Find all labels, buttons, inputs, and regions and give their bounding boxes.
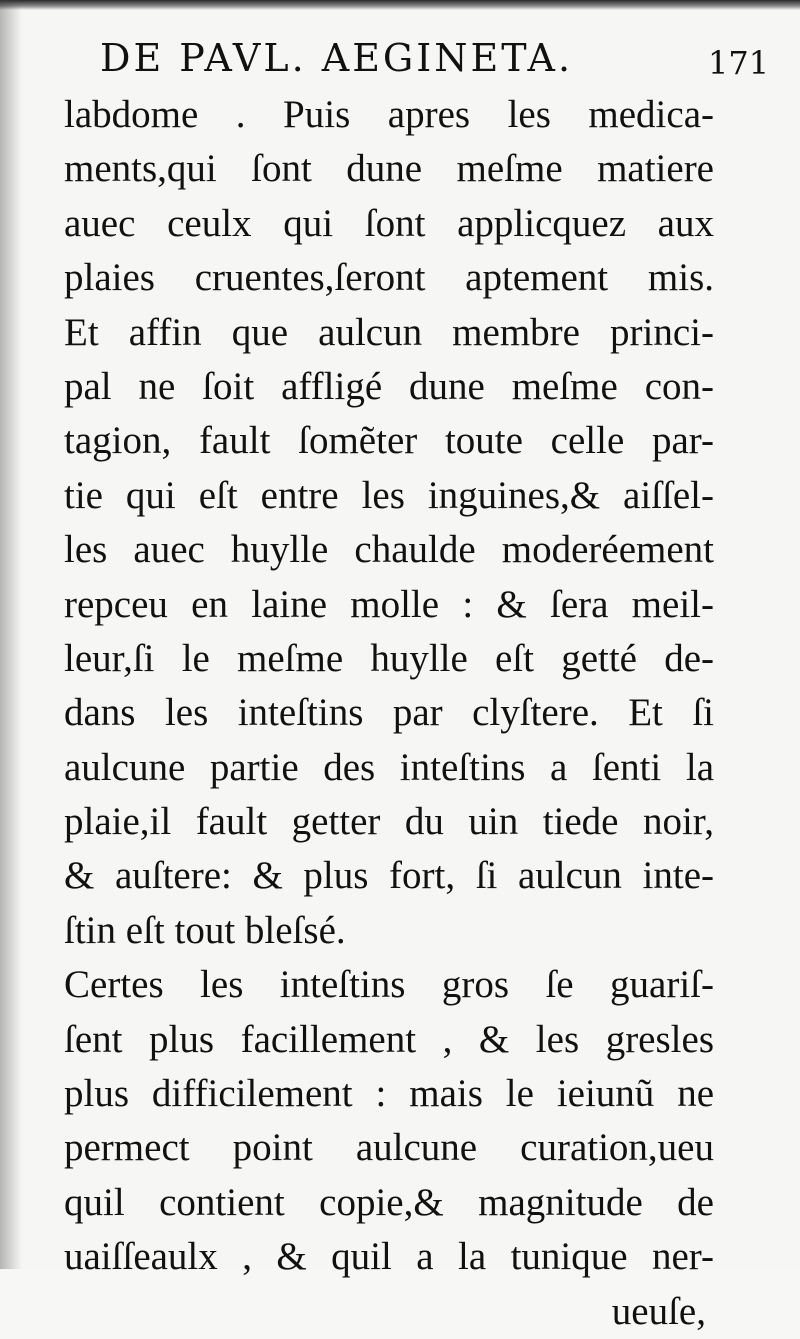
text-line: repceu en laine molle : & ſera meil- <box>64 582 714 626</box>
text-line: permect point aulcune curation,ueu <box>64 1126 714 1170</box>
text-line: ſent plus facillement , & les gresles <box>64 1017 714 1061</box>
text-line: auec ceulx qui ſont applicquez aux <box>64 201 714 245</box>
text-line: ments,qui ſont dune meſme matiere <box>64 147 714 191</box>
text-line: labdome . Puis apres les medica- <box>64 93 714 136</box>
text-line: aulcune partie des inteſtins a ſenti la <box>64 745 714 789</box>
page-number: 171 <box>708 44 770 82</box>
body-text <box>64 88 714 1339</box>
catchword: ueuſe, <box>611 1289 706 1333</box>
running-head: DE PAVL. AEGINETA. <box>100 36 574 80</box>
scan-left-edge <box>0 0 22 1269</box>
scan-top-edge <box>0 0 800 10</box>
text-line: tie qui eſt entre les inguines,& aiſſel- <box>64 473 714 517</box>
text-line: ſtin eſt tout bleſsé. <box>64 908 346 952</box>
text-line: plaie,il fault getter du uin tiede noir, <box>64 800 714 844</box>
text-line: quil contient copie,& magnitude de <box>64 1180 714 1224</box>
text-line: plus difficilement : mais le ieiunũ ne <box>64 1072 714 1116</box>
text-line: & auſtere: & plus fort, ſi aulcun inte- <box>64 854 714 898</box>
text-line: plaies cruentes,ſeront aptement mis. <box>64 256 714 300</box>
text-line: Et affin que aulcun membre princi- <box>64 310 714 354</box>
text-line: les auec huylle chaulde moderéement <box>64 528 714 572</box>
text-line: tagion, fault ſomẽter toute celle par- <box>64 419 714 463</box>
text-line: pal ne ſoit affligé dune meſme con- <box>64 364 714 408</box>
text-line: Certes les inteſtins gros ſe guariſ- <box>64 963 714 1007</box>
text-line: dans les inteſtins par clyſtere. Et ſi <box>64 691 714 735</box>
text-line: uaiſſeaulx , & quil a la tunique ner- <box>64 1235 714 1279</box>
text-line: leur,ſi le meſme huylle eſt getté de- <box>64 636 714 680</box>
